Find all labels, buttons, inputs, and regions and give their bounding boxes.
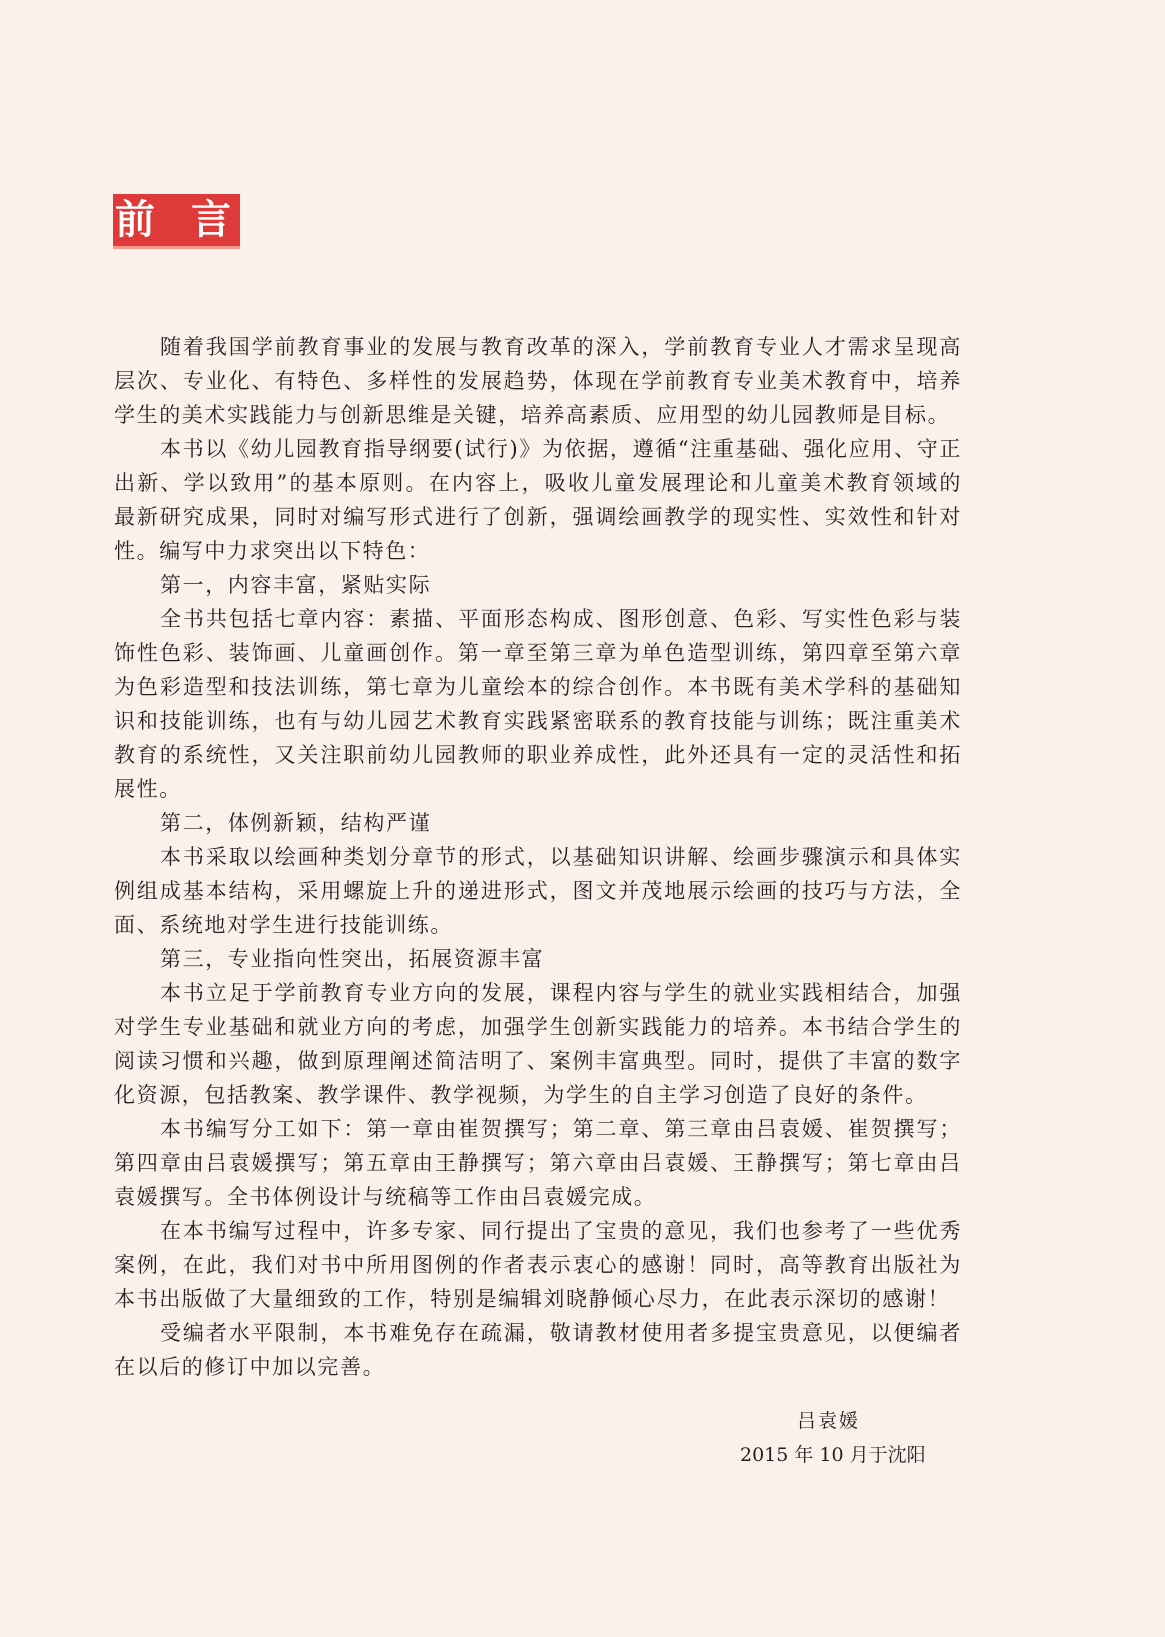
paragraph-intro: 随着我国学前教育事业的发展与教育改革的深入，学前教育专业人才需求呈现高层次、专业化、有特色、多样性的发展趋势，体现在学前教育专业美术教育中，培养学生的美术实践能力与创新思维是关键，培养高素质、应用型的幼儿园教师是目标。 <box>114 335 962 427</box>
feature-heading-2: 第二，体例新颖，结构严谨 <box>160 811 432 835</box>
paragraph-feature-2: 本书采取以绘画种类划分章节的形式，以基础知识讲解、绘画步骤演示和具体实例组成基本结构，采用螺旋上升的递进形式，图文并茂地展示绘画的技巧与方法，全面、系统地对学生进行技能训练。 <box>114 845 962 937</box>
feature-heading-3: 第三，专业指向性突出，拓展资源丰富 <box>160 947 545 971</box>
paragraph-basis: 本书以《幼儿园教育指导纲要(试行)》为依据，遵循“注重基础、强化应用、守正出新、学以致用”的基本原则。在内容上，吸收儿童发展理论和儿童美术教育领域的最新研究成果，同时对编写形式进行了创新，强调绘画教学的现实性、实效性和针对性。编写中力求突出以下特色： <box>114 437 962 563</box>
author-name: 吕袁媛 <box>797 1410 861 1432</box>
preface-heading-box <box>113 194 267 246</box>
signature-block <box>700 1404 940 1472</box>
paragraph-division-of-work: 本书编写分工如下：第一章由崔贺撰写；第二章、第三章由吕袁媛、崔贺撰写；第四章由吕袁媛撰写；第五章由王静撰写；第六章由吕袁媛、王静撰写；第七章由吕袁媛撰写。全书体例设计与统稿等工作由吕袁媛完成。 <box>114 1117 962 1209</box>
date-place: 2015 年 10 月于沈阳 <box>740 1444 926 1466</box>
preface-body <box>114 330 962 1384</box>
paragraph-feature-1: 全书共包括七章内容：素描、平面形态构成、图形创意、色彩、写实性色彩与装饰性色彩、装饰画、儿童画创作。第一章至第三章为单色造型训练，第四章至第六章为色彩造型和技法训练，第七章为儿童绘本的综合创作。本书既有美术学科的基础知识和技能训练，也有与幼儿园艺术教育实践紧密联系的教育技能与训练；既注重美术教育的系统性，又关注职前幼儿园教师的职业养成性，此外还具有一定的灵活性和拓展性。 <box>114 607 962 801</box>
feature-heading-1: 第一，内容丰富，紧贴实际 <box>160 573 432 597</box>
paragraph-feature-3: 本书立足于学前教育专业方向的发展，课程内容与学生的就业实践相结合，加强对学生专业基础和就业方向的考虑，加强学生创新实践能力的培养。本书结合学生的阅读习惯和兴趣，做到原理阐述简洁明了、案例丰富典型。同时，提供了丰富的数字化资源，包括教案、教学课件、教学视频，为学生的自主学习创造了良好的条件。 <box>114 981 962 1107</box>
paragraph-closing: 受编者水平限制，本书难免存在疏漏，敬请教材使用者多提宝贵意见，以便编者在以后的修订中加以完善。 <box>114 1321 962 1379</box>
paragraph-acknowledgements: 在本书编写过程中，许多专家、同行提出了宝贵的意见，我们也参考了一些优秀案例，在此，我们对书中所用图例的作者表示衷心的感谢！同时，高等教育出版社为本书出版做了大量细致的工作，特别是编辑刘晓静倾心尽力，在此表示深切的感谢！ <box>114 1219 962 1311</box>
page-title: 前言 <box>115 196 267 243</box>
